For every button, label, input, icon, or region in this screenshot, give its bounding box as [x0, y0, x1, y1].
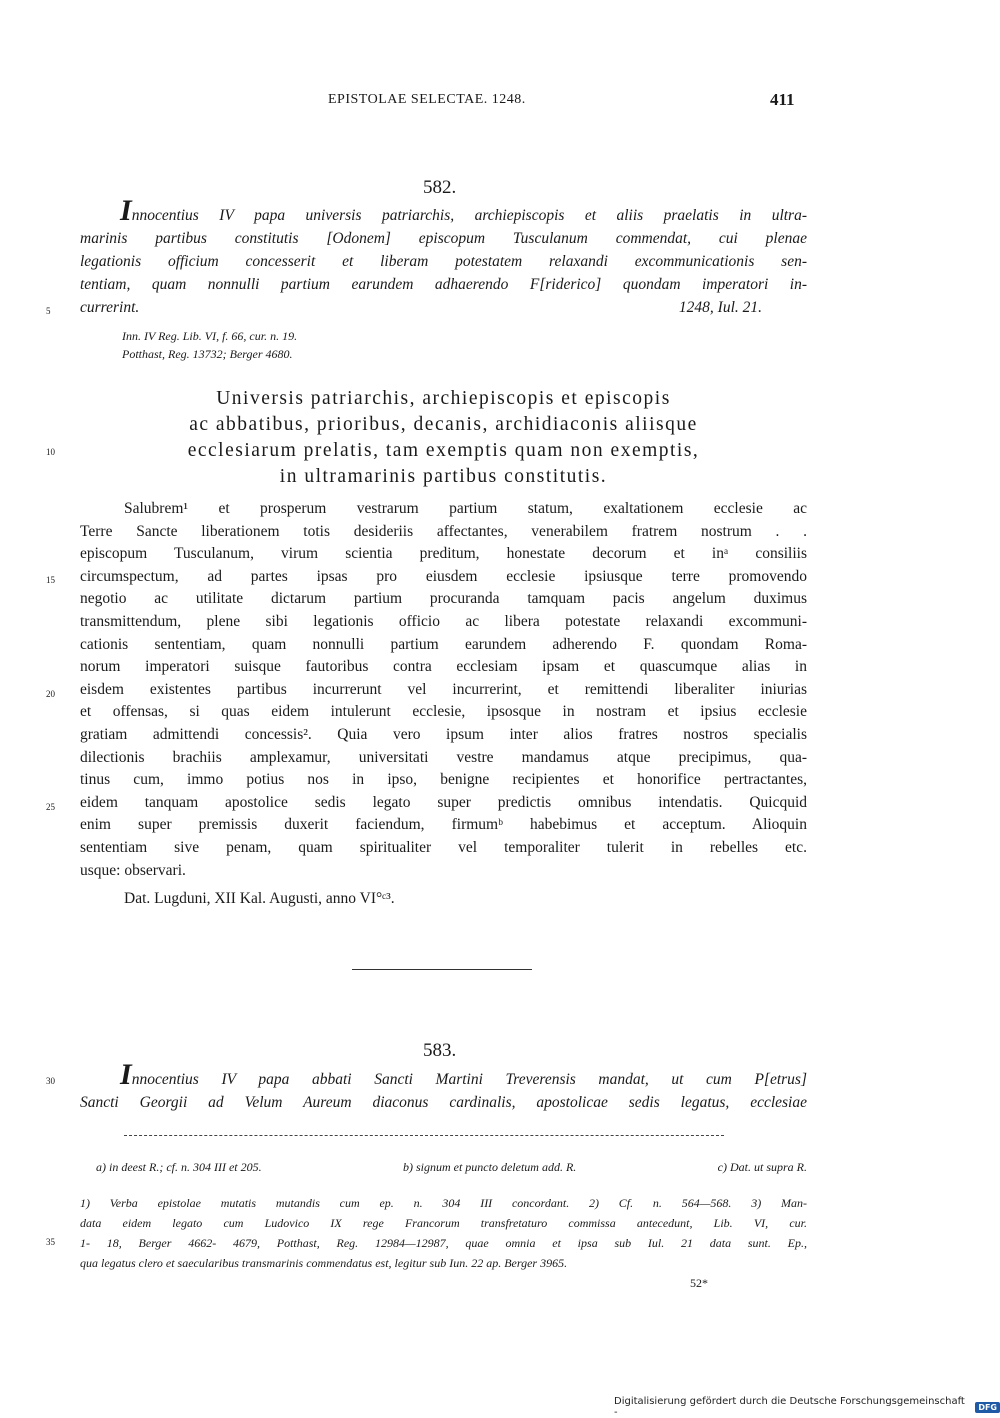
body-line: norum imperatori suisque fautoribus contra ecclesiam ipsam et quascumque alias in — [80, 658, 807, 676]
textual-footnotes — [96, 1160, 807, 1175]
line-number: 35 — [46, 1237, 55, 1247]
note-line: qua legatus clero et saecularibus transmarinis commendatus est, legitur sub Iun. 22 ap. Berger 3965. — [80, 1256, 568, 1270]
letter-body — [80, 498, 807, 911]
body-line: sententiam sive penam, quam spiritualiter vel temporaliter tulerit in rebelles etc. — [80, 838, 807, 856]
source-line: Potthast, Reg. 13732; Berger 4680. — [122, 347, 293, 361]
line-number: 10 — [46, 447, 55, 457]
body-line: circumspectum, ad partes ipsas pro eiusdem ecclesie ipsiusque terre promovendo — [80, 567, 807, 585]
signature-mark: 52* — [690, 1276, 708, 1290]
document-number-583: 583. — [423, 1040, 457, 1061]
regest-line: Sancti Georgii ad Velum Aureum diaconus cardinalis, apostolicae sedis legatus, ecclesiae — [80, 1094, 807, 1111]
line-number: 15 — [46, 575, 55, 585]
regest-line: legationis officium concesserit et liberam potestatem relaxandi excommunicationis sen- — [80, 253, 807, 270]
regest-582 — [80, 194, 807, 319]
body-line: eidem tanquam apostolice sedis legato super predictis omnibus intendatis. Quicquid — [80, 793, 807, 811]
body-line: negotio ac utilitate dictarum partium procuranda tamquam pacis angelum duximus — [80, 590, 807, 608]
footnote-c: c) Dat. ut supra R. — [717, 1160, 807, 1174]
address-title — [80, 386, 807, 490]
section-separator — [352, 969, 532, 970]
title-line: in ultramarinis partibus constitutis. — [279, 466, 608, 487]
regest-line: marinis partibus constitutis [Odonem] episcopum Tusculanum commendat, cui plenae — [80, 230, 807, 247]
body-line: et offensas, si quas eidem intulerunt ecclesie, ipsosque in nostram et ipsius ecclesie — [80, 703, 807, 721]
body-line: dilectionis brachiis amplexamur, universitati vestre mandamus atque precipimus, qua- — [80, 748, 807, 766]
dat-line: Dat. Lugduni, XII Kal. Augusti, anno VI°ᶜ³. — [124, 890, 395, 908]
title-line: Universis patriarchis, archiepiscopis et episcopis — [216, 388, 671, 409]
title-line: ecclesiarum prelatis, tam exemptis quam non exemptis, — [187, 440, 700, 461]
body-line: episcopum Tusculanum, virum scientia preditum, honestate decorum et inᵃ consiliis — [80, 545, 807, 563]
regest-initial: I — [120, 1058, 132, 1091]
source-references — [122, 327, 297, 363]
body-line: gratiam admittendi concessis². Quia vero ipsum inter alios fratres nostros specialis — [80, 725, 807, 743]
footnote-b: b) signum et puncto deletum add. R. — [402, 1160, 577, 1174]
line-number: 30 — [46, 1076, 55, 1086]
regest-line: tentiam, quam nonnulli partium earundem adhaerendo F[riderico] quondam imperatori in- — [80, 276, 807, 293]
body-line: Salubrem¹ et prosperum vestrarum partium statum, exaltationem ecclesie ac — [124, 500, 807, 517]
body-line: usque: observari. — [80, 861, 186, 879]
dfg-notice — [614, 1396, 1000, 1418]
regest-583 — [80, 1058, 807, 1114]
note-line: 1) Verba epistolae mutatis mutandis cum ep. n. 304 III concordant. 2) Cf. n. 564—568. 3) Man- — [80, 1196, 807, 1210]
footnote-a: a) in deest R.; cf. n. 304 III et 205. — [96, 1160, 262, 1174]
body-line: transmittendum, plene sibi legationis officio ac libera potestate relaxandi excommuni- — [80, 612, 807, 630]
body-line: Terre Sancte liberationem totis desideriis affectantes, venerabilem fratrem nostrum . . — [80, 522, 807, 540]
regest-date: 1248, Iul. 21. — [678, 299, 762, 316]
note-line: data eidem legato cum Ludovico IX rege Francorum transfretaturo commissa antecedunt, Lib. VI, cur. — [80, 1216, 807, 1230]
source-line: Inn. IV Reg. Lib. VI, f. 66, cur. n. 19. — [122, 329, 298, 343]
regest-line: nnocentius IV papa universis patriarchis, archiepiscopis et aliis praelatis in ultra- — [131, 207, 807, 224]
footnote-separator — [124, 1135, 724, 1136]
line-number: 20 — [46, 689, 55, 699]
dfg-logo: DFG — [975, 1402, 1000, 1413]
running-title: EPISTOLAE SELECTAE. 1248. — [328, 92, 526, 107]
regest-initial: I — [120, 194, 132, 227]
title-line: ac abbatibus, prioribus, decanis, archidiaconis aliisque — [189, 414, 698, 435]
body-line: tinus cum, immo potius nos in ipso, benigne recipientes et honorifice pertractantes, — [80, 771, 807, 789]
body-line: cationis sententiam, quam nonnulli partium earundem adherendo F. quondam Roma- — [80, 635, 807, 653]
commentary-notes — [80, 1193, 807, 1273]
line-number: 5 — [46, 306, 51, 316]
body-line: enim super premissis duxerit faciendum, firmumᵇ habebimus et acceptum. Alioquin — [80, 816, 807, 834]
regest-line: currerint. — [80, 299, 140, 316]
line-number: 25 — [46, 802, 55, 812]
dfg-notice-text: Digitalisierung gefördert durch die Deutsche Forschungsgemeinschaft - — [614, 1396, 965, 1418]
note-line: 1- 18, Berger 4662- 4679, Potthast, Reg. 12984—12987, quae omnia et ipsa sub Iul. 21 data sunt. Ep., — [80, 1236, 807, 1250]
page-number: 411 — [770, 90, 795, 109]
document-number-582: 582. — [423, 177, 457, 198]
body-line: eisdem existentes partibus incurrerunt vel incurrerint, et remittendi liberaliter iniurias — [80, 680, 807, 698]
regest-line: nnocentius IV papa abbati Sancti Martini Treverensis mandat, ut cum P[etrus] — [131, 1071, 807, 1088]
